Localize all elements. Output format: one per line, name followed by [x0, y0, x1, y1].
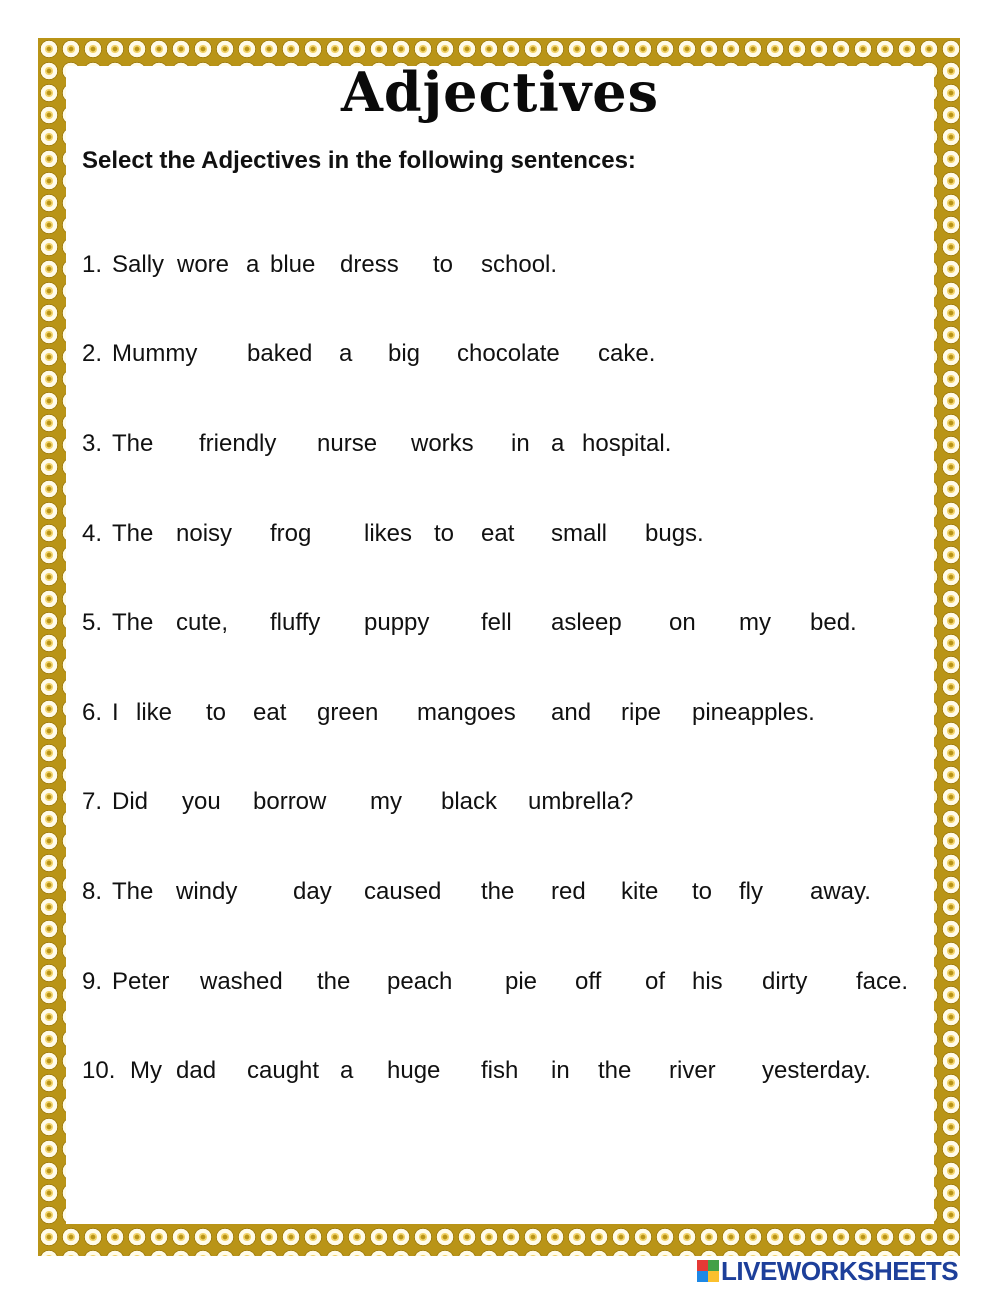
selectable-word[interactable]: his	[692, 968, 723, 995]
selectable-word[interactable]: the	[598, 1057, 632, 1084]
sentence-number: 3.	[82, 430, 103, 457]
selectable-word[interactable]: I	[112, 699, 119, 726]
selectable-word[interactable]: wore	[177, 251, 230, 278]
selectable-word[interactable]: my	[739, 609, 771, 636]
selectable-word[interactable]: off	[575, 968, 602, 995]
selectable-word[interactable]: fish	[481, 1057, 519, 1084]
selectable-word[interactable]: The	[112, 609, 154, 636]
sentence-number: 5.	[82, 609, 103, 636]
selectable-word[interactable]: river	[669, 1057, 716, 1084]
selectable-word[interactable]: Did	[112, 788, 149, 815]
selectable-word[interactable]: black	[441, 788, 498, 815]
selectable-word[interactable]: red	[551, 878, 586, 905]
selectable-word[interactable]: of	[645, 968, 666, 995]
liveworksheets-logo	[697, 1255, 959, 1286]
selectable-word[interactable]: a	[340, 1057, 354, 1084]
sentence-number: 7.	[82, 788, 103, 815]
selectable-word[interactable]: baked	[247, 340, 313, 367]
sentence-number: 4.	[82, 520, 103, 547]
selectable-word[interactable]: and	[551, 699, 592, 726]
selectable-word[interactable]: borrow	[253, 788, 327, 815]
selectable-word[interactable]: face.	[856, 968, 909, 995]
sentence-number: 6.	[82, 699, 103, 726]
selectable-word[interactable]: fly	[739, 878, 763, 905]
selectable-word[interactable]: yesterday.	[762, 1057, 871, 1084]
selectable-word[interactable]: My	[130, 1057, 162, 1084]
selectable-word[interactable]: cake.	[598, 340, 656, 367]
selectable-word[interactable]: The	[112, 430, 154, 457]
selectable-word[interactable]: in	[551, 1057, 570, 1084]
selectable-word[interactable]: noisy	[176, 520, 233, 547]
selectable-word[interactable]: the	[317, 968, 351, 995]
selectable-word[interactable]: umbrella?	[528, 788, 634, 815]
selectable-word[interactable]: to	[434, 520, 455, 547]
selectable-word[interactable]: Mummy	[112, 340, 198, 367]
selectable-word[interactable]: nurse	[317, 430, 378, 457]
worksheet-content-area	[66, 66, 934, 1224]
selectable-word[interactable]: friendly	[199, 430, 277, 457]
selectable-word[interactable]: on	[669, 609, 696, 636]
selectable-word[interactable]: Peter	[112, 968, 170, 995]
selectable-word[interactable]: windy	[176, 878, 238, 905]
selectable-word[interactable]: works	[411, 430, 474, 457]
selectable-word[interactable]: small	[551, 520, 608, 547]
selectable-word[interactable]: to	[433, 251, 454, 278]
selectable-word[interactable]: bed.	[810, 609, 857, 636]
selectable-word[interactable]: a	[246, 251, 260, 278]
selectable-word[interactable]: like	[136, 699, 173, 726]
selectable-word[interactable]: peach	[387, 968, 453, 995]
selectable-word[interactable]: bugs.	[645, 520, 704, 547]
selectable-word[interactable]: frog	[270, 520, 312, 547]
selectable-word[interactable]: puppy	[364, 609, 430, 636]
selectable-word[interactable]: washed	[200, 968, 283, 995]
selectable-word[interactable]: caused	[364, 878, 442, 905]
selectable-word[interactable]: pie	[505, 968, 538, 995]
selectable-word[interactable]: school.	[481, 251, 558, 278]
selectable-word[interactable]: chocolate	[457, 340, 560, 367]
sentence-number: 2.	[82, 340, 103, 367]
selectable-word[interactable]: fluffy	[270, 609, 321, 636]
selectable-word[interactable]: caught	[247, 1057, 320, 1084]
liveworksheets-logo-text: LIVEWORKSHEETS	[721, 1255, 959, 1286]
selectable-word[interactable]: eat	[253, 699, 287, 726]
selectable-word[interactable]: asleep	[551, 609, 622, 636]
selectable-word[interactable]: The	[112, 520, 154, 547]
selectable-word[interactable]: my	[370, 788, 402, 815]
selectable-word[interactable]: blue	[270, 251, 316, 278]
selectable-word[interactable]: dress	[340, 251, 399, 278]
selectable-word[interactable]: The	[112, 878, 154, 905]
selectable-word[interactable]: the	[481, 878, 515, 905]
liveworksheets-logo-icon	[697, 1260, 719, 1282]
sentence-number: 1.	[82, 251, 103, 278]
sentence-number: 8.	[82, 878, 103, 905]
selectable-word[interactable]: you	[182, 788, 221, 815]
selectable-word[interactable]: dirty	[762, 968, 808, 995]
selectable-word[interactable]: eat	[481, 520, 515, 547]
selectable-word[interactable]: dad	[176, 1057, 217, 1084]
selectable-word[interactable]: a	[551, 430, 565, 457]
sentence-number: 9.	[82, 968, 103, 995]
selectable-word[interactable]: a	[339, 340, 353, 367]
sentence-number: 10.	[82, 1057, 116, 1084]
selectable-word[interactable]: to	[206, 699, 227, 726]
selectable-word[interactable]: ripe	[621, 699, 662, 726]
selectable-word[interactable]: huge	[387, 1057, 441, 1084]
selectable-word[interactable]: to	[692, 878, 713, 905]
selectable-word[interactable]: hospital.	[582, 430, 672, 457]
selectable-word[interactable]: mangoes	[417, 699, 516, 726]
selectable-word[interactable]: green	[317, 699, 379, 726]
selectable-word[interactable]: big	[388, 340, 421, 367]
selectable-word[interactable]: likes	[364, 520, 413, 547]
selectable-word[interactable]: cute,	[176, 609, 229, 636]
worksheet-title: Adjectives	[340, 60, 660, 124]
selectable-word[interactable]: Sally	[112, 251, 165, 278]
selectable-word[interactable]: away.	[810, 878, 871, 905]
instruction-text: Select the Adjectives in the following sentences:	[82, 147, 636, 174]
selectable-word[interactable]: pineapples.	[692, 699, 815, 726]
selectable-word[interactable]: day	[293, 878, 332, 905]
selectable-word[interactable]: fell	[481, 609, 512, 636]
selectable-word[interactable]: in	[511, 430, 530, 457]
selectable-word[interactable]: kite	[621, 878, 659, 905]
